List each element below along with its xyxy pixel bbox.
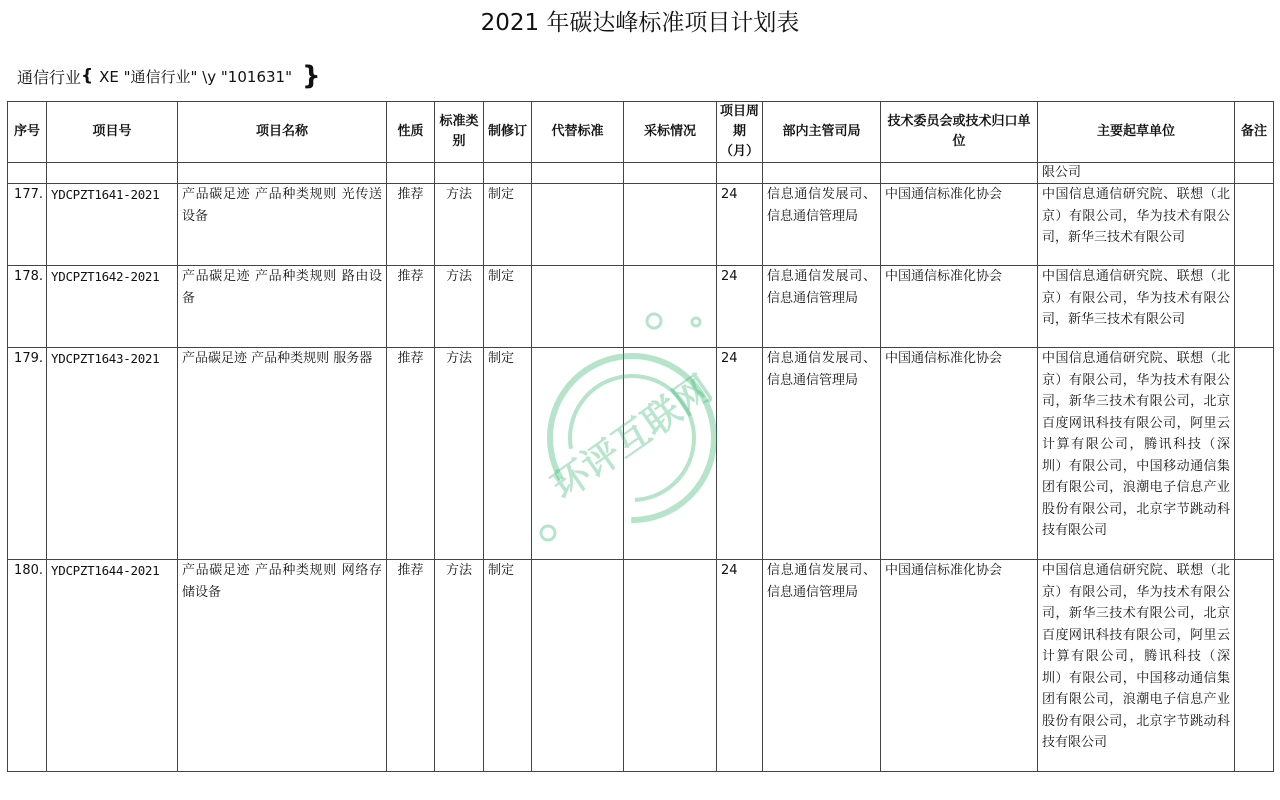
cell-project-no: YDCPZT1641-2021 bbox=[47, 184, 178, 266]
cell-nature: 推荐 bbox=[387, 266, 435, 348]
cell-project-no: YDCPZT1642-2021 bbox=[47, 266, 178, 348]
cell-revise: 制定 bbox=[484, 560, 532, 772]
cell-dept: 信息通信发展司、信息通信管理局 bbox=[763, 348, 881, 560]
cell-adoption bbox=[624, 266, 717, 348]
cell-drafters: 中国信息通信研究院、联想（北京）有限公司，华为技术有限公司，新华三技术有限公司，北京百度网讯科技有限公司，阿里云计算有限公司，腾讯科技（深圳）有限公司，中国移动通信集团有限公司，浪潮电子信息产业股份有限公司，北京字节跳动科技有限公司 bbox=[1038, 560, 1235, 772]
cell-seq: 179. bbox=[8, 348, 47, 560]
cell-std-type: 方法 bbox=[435, 266, 484, 348]
cell-replaces bbox=[532, 184, 624, 266]
header-project-no: 项目号 bbox=[47, 102, 178, 163]
table-row bbox=[8, 266, 1274, 348]
cell-dept: 信息通信发展司、信息通信管理局 bbox=[763, 266, 881, 348]
cell-remarks bbox=[1235, 348, 1274, 560]
cell-drafters: 中国信息通信研究院、联想（北京）有限公司，华为技术有限公司，新华三技术有限公司，北京百度网讯科技有限公司，阿里云计算有限公司，腾讯科技（深圳）有限公司，中国移动通信集团有限公司，浪潮电子信息产业股份有限公司，北京字节跳动科技有限公司 bbox=[1038, 348, 1235, 560]
cell-adoption bbox=[624, 560, 717, 772]
cell-nature: 推荐 bbox=[387, 184, 435, 266]
cell-period: 24 bbox=[717, 266, 763, 348]
section-name: 通信行业 bbox=[17, 67, 82, 87]
cell-replaces bbox=[532, 560, 624, 772]
standards-plan-table bbox=[7, 101, 1274, 772]
page-title: 2021 年碳达峰标准项目计划表 bbox=[480, 10, 800, 36]
header-remarks: 备注 bbox=[1235, 102, 1274, 163]
cell-std-type: 方法 bbox=[435, 560, 484, 772]
cell-replaces bbox=[532, 266, 624, 348]
table-row bbox=[8, 560, 1274, 772]
field-brace-close: } bbox=[301, 61, 321, 91]
field-brace-open: { bbox=[81, 66, 94, 86]
index-field-code: XE "通信行业" \y "101631" bbox=[99, 67, 292, 86]
table-row bbox=[8, 348, 1274, 560]
cell-committee: 中国通信标准化协会 bbox=[881, 266, 1038, 348]
cell-committee: 中国通信标准化协会 bbox=[881, 348, 1038, 560]
header-nature: 性质 bbox=[387, 102, 435, 163]
header-period: 项目周期（月） bbox=[717, 102, 763, 163]
cell-drafters: 中国信息通信研究院、联想（北京）有限公司，华为技术有限公司，新华三技术有限公司 bbox=[1038, 184, 1235, 266]
header-committee: 技术委员会或技术归口单位 bbox=[881, 102, 1038, 163]
header-dept: 部内主管司局 bbox=[763, 102, 881, 163]
cell-seq: 180. bbox=[8, 560, 47, 772]
cell-project-name: 产品碳足迹 产品种类规则 服务器 bbox=[178, 348, 387, 560]
cell-dept: 信息通信发展司、信息通信管理局 bbox=[763, 560, 881, 772]
carryover-row bbox=[8, 163, 1274, 184]
header-seq: 序号 bbox=[8, 102, 47, 163]
cell-period: 24 bbox=[717, 348, 763, 560]
cell-remarks bbox=[1235, 184, 1274, 266]
header-adoption: 采标情况 bbox=[624, 102, 717, 163]
cell-revise: 制定 bbox=[484, 184, 532, 266]
cell-project-no: YDCPZT1644-2021 bbox=[47, 560, 178, 772]
header-drafters: 主要起草单位 bbox=[1038, 102, 1235, 163]
cell-revise: 制定 bbox=[484, 266, 532, 348]
cell-project-name: 产品碳足迹 产品种类规则 路由设备 bbox=[178, 266, 387, 348]
cell-remarks bbox=[1235, 560, 1274, 772]
table-row bbox=[8, 184, 1274, 266]
cell-adoption bbox=[624, 184, 717, 266]
cell-replaces bbox=[532, 348, 624, 560]
cell-std-type: 方法 bbox=[435, 184, 484, 266]
cell-dept: 信息通信发展司、信息通信管理局 bbox=[763, 184, 881, 266]
cell-remarks bbox=[1235, 266, 1274, 348]
cell-drafters: 中国信息通信研究院、联想（北京）有限公司，华为技术有限公司，新华三技术有限公司 bbox=[1038, 266, 1235, 348]
header-revise: 制修订 bbox=[484, 102, 532, 163]
cell-nature: 推荐 bbox=[387, 560, 435, 772]
cell-nature: 推荐 bbox=[387, 348, 435, 560]
carryover-drafters: 限公司 bbox=[1038, 163, 1235, 184]
cell-project-no: YDCPZT1643-2021 bbox=[47, 348, 178, 560]
cell-committee: 中国通信标准化协会 bbox=[881, 560, 1038, 772]
cell-std-type: 方法 bbox=[435, 348, 484, 560]
cell-seq: 178. bbox=[8, 266, 47, 348]
header-replaces: 代替标准 bbox=[532, 102, 624, 163]
header-std-type: 标准类别 bbox=[435, 102, 484, 163]
cell-seq: 177. bbox=[8, 184, 47, 266]
cell-committee: 中国通信标准化协会 bbox=[881, 184, 1038, 266]
cell-project-name: 产品碳足迹 产品种类规则 光传送设备 bbox=[178, 184, 387, 266]
watermark-text: 环评互联网 bbox=[543, 366, 720, 509]
cell-project-name: 产品碳足迹 产品种类规则 网络存储设备 bbox=[178, 560, 387, 772]
section-heading bbox=[17, 62, 321, 90]
header-project-name: 项目名称 bbox=[178, 102, 387, 163]
cell-period: 24 bbox=[717, 184, 763, 266]
cell-adoption bbox=[624, 348, 717, 560]
cell-revise: 制定 bbox=[484, 348, 532, 560]
cell-period: 24 bbox=[717, 560, 763, 772]
table-header-row bbox=[8, 102, 1274, 163]
